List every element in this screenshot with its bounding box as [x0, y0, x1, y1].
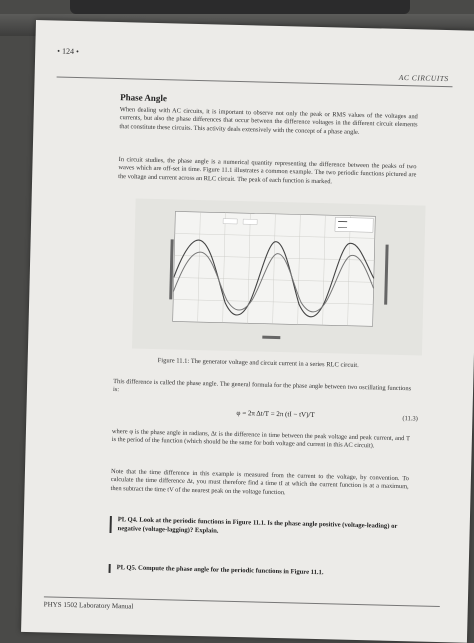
plot-legend: [335, 217, 373, 232]
document-page: [21, 20, 474, 643]
laptop-top: [70, 0, 410, 14]
phase-angle-equation: φ = 2π Δt/T = 2π (tI − tV)/T: [236, 409, 314, 419]
y-axis-label-left: [169, 239, 173, 299]
x-axis-label: [262, 336, 280, 339]
question-label: PL Q5.: [117, 564, 137, 571]
paragraph-circuit-studies: In circuit studies, the phase angle is a numerical quantity representing the difference between the peaks of two waves which are off-set in time. Figure 11.1 illustrates a common example. The two periodic functions pictured are the voltage and current across an RLC circuit. The peak of each function is marked.: [118, 156, 417, 188]
peak-marker-box: [223, 219, 237, 224]
paragraph-intro: When dealing with AC circuits, it is important to observe not only the peak or RMS values of the voltages and currents, but also the phase differences that occur between the difference voltages in the different circuit elements that constitute these circuits. This activity deals extensively with the concept of a phase angle.: [119, 106, 418, 138]
section-title: Phase Angle: [120, 92, 167, 103]
footer-text: PHYS 1502 Laboratory Manual: [44, 600, 134, 610]
question-text: Look at the periodic functions in Figure 11.1. Is the phase angle positive (voltage-leading) or negative (voltage-lagging)? Explain.: [118, 517, 398, 535]
figure-caption: Figure 11.1: The generator voltage and circuit current in a series RLC circuit.: [158, 357, 359, 369]
question-text: Compute the phase angle for the periodic functions in Figure 11.1.: [138, 565, 324, 577]
figure-plot: [132, 198, 426, 355]
question-pl-q4: [109, 516, 417, 541]
running-head: AC CIRCUITS: [399, 73, 449, 83]
paragraph-phase-difference: This difference is called the phase angle. The general formula for the phase angle between two oscillating functions is:: [113, 378, 411, 402]
y-axis-label-right: [384, 245, 388, 305]
header-rule: [57, 77, 453, 88]
peak-marker-box: [243, 219, 257, 224]
question-label: PL Q4.: [118, 516, 138, 523]
waveform-plot: [132, 198, 426, 355]
question-pl-q5: [109, 564, 417, 580]
equation-number: (11.3): [402, 415, 418, 422]
paragraph-definitions: where φ is the phase angle in radians, Δt is the difference in time between the peak voltage and peak current, and T is the period of the function (which should be the same for both voltage and current in this AC circuit).: [112, 428, 410, 452]
page-number: • 124 •: [57, 47, 79, 57]
paragraph-note: Note that the time difference in this example is measured from the current to the voltage, by convention. To calculate the time difference Δt, you must therefore find a time tI at which the current function is at a maximum, then subtract the time tV of the nearest peak on the voltage function.: [110, 468, 409, 500]
